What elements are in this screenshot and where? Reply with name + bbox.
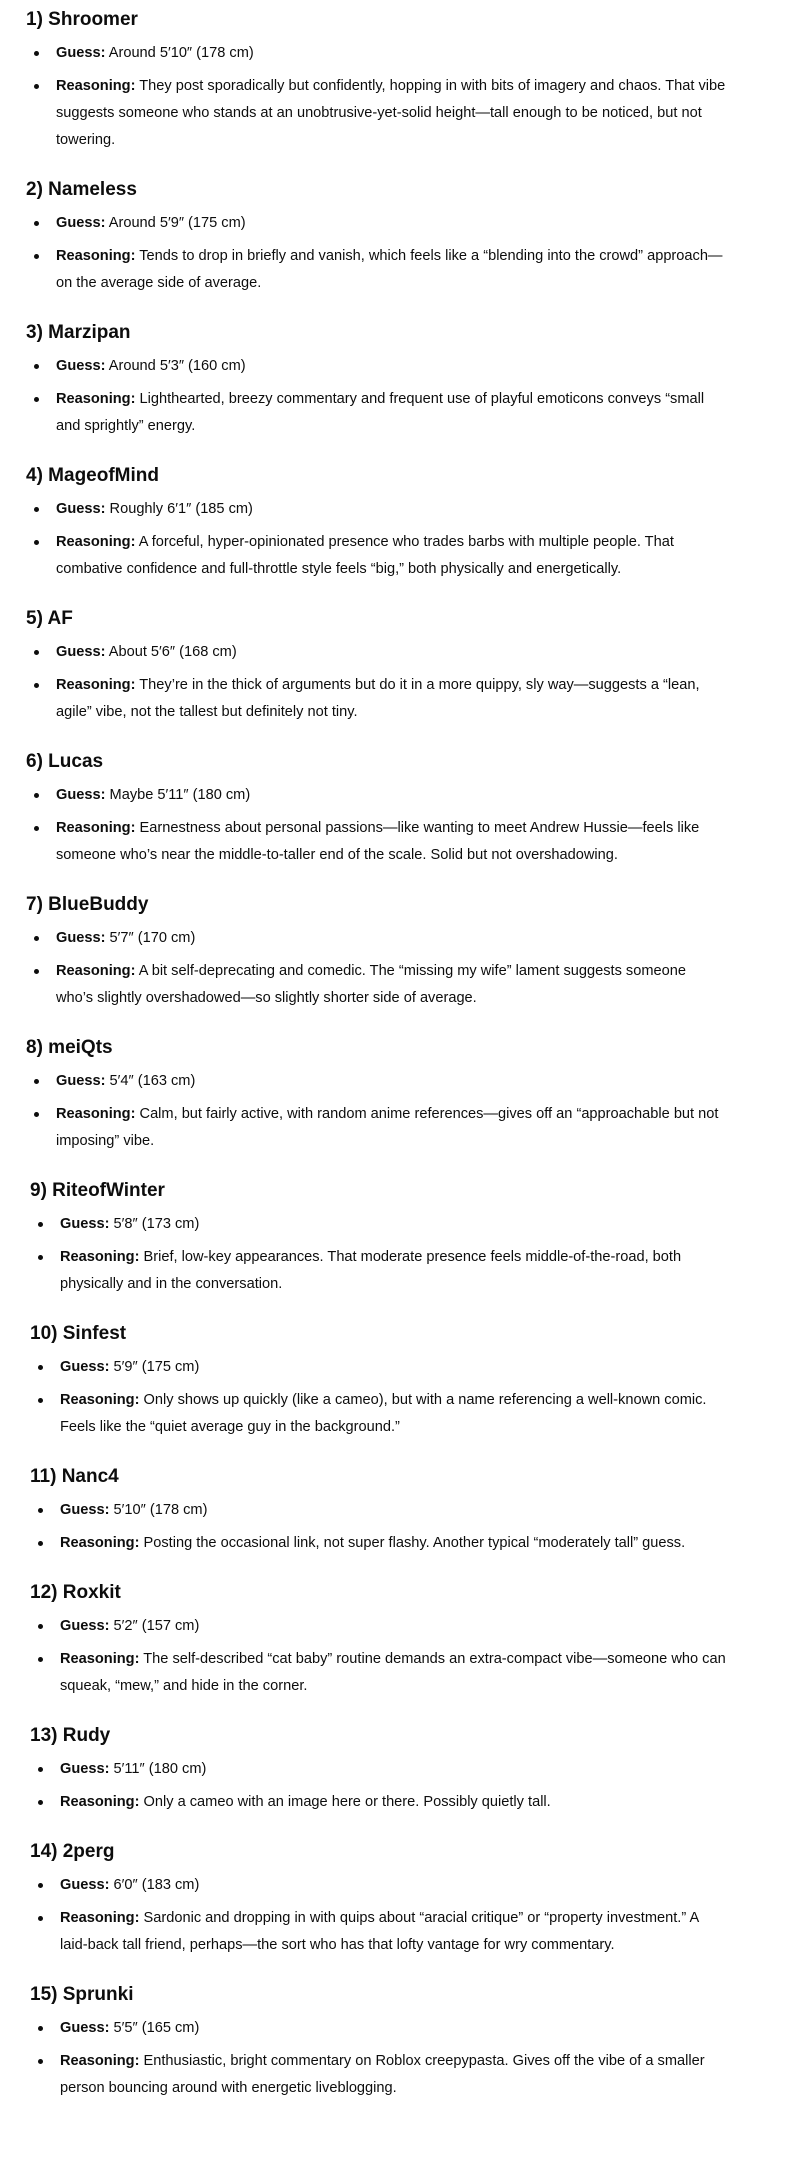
entry-title: 8) meiQts <box>26 1037 113 1058</box>
reasoning-item <box>30 1530 726 1557</box>
guess-item <box>30 2015 726 2042</box>
guess-text: 5′2″ (157 cm) <box>113 1618 200 1634</box>
guess-label: Guess: <box>60 1216 110 1232</box>
reasoning-text: The self-described “cat baby” routine demands an extra-compact vibe—someone who can squeak, “mew,” and hide in the corner. <box>60 1651 726 1694</box>
list-item <box>26 462 726 583</box>
reasoning-text: A forceful, hyper-opinionated presence who trades barbs with multiple people. That combative confidence and full-throttle style feels “big,” both physically and energetically. <box>56 534 674 577</box>
entry-details <box>30 1613 726 1700</box>
reasoning-label: Reasoning: <box>56 1106 136 1122</box>
reasoning-item <box>26 958 726 1012</box>
guess-text: Around 5′9″ (175 cm) <box>108 215 246 231</box>
reasoning-label: Reasoning: <box>56 78 136 94</box>
list-item <box>26 1722 726 1816</box>
guess-label: Guess: <box>56 358 106 374</box>
guess-item <box>30 1211 726 1238</box>
guess-label: Guess: <box>60 2020 110 2036</box>
reasoning-item <box>30 1387 726 1441</box>
reasoning-label: Reasoning: <box>60 1249 140 1265</box>
entry-title: 2) Nameless <box>26 179 137 200</box>
reasoning-text: Only a cameo with an image here or there. Possibly quietly tall. <box>143 1794 551 1810</box>
entry-details <box>30 1497 726 1557</box>
guess-item <box>26 925 726 952</box>
guess-text: 5′7″ (170 cm) <box>109 930 196 946</box>
reasoning-label: Reasoning: <box>60 2053 140 2069</box>
guess-text: 5′9″ (175 cm) <box>113 1359 200 1375</box>
guess-item <box>30 1354 726 1381</box>
entry-details <box>30 1872 726 1959</box>
list-item <box>26 176 726 297</box>
reasoning-text: Posting the occasional link, not super flashy. Another typical “moderately tall” guess. <box>143 1535 686 1551</box>
entry-details <box>26 496 726 583</box>
guess-item <box>26 40 726 67</box>
guess-item <box>26 210 726 237</box>
reasoning-label: Reasoning: <box>56 534 136 550</box>
reasoning-text: Calm, but fairly active, with random anime references—gives off an “approachable but not imposing” vibe. <box>56 1106 719 1149</box>
reasoning-label: Reasoning: <box>56 677 136 693</box>
reasoning-item <box>26 386 726 440</box>
reasoning-text: A bit self-deprecating and comedic. The “missing my wife” lament suggests someone who’s slightly overshadowed—so slightly shorter side of average. <box>56 963 686 1006</box>
entry-title: 5) AF <box>26 608 73 629</box>
reasoning-text: Earnestness about personal passions—like wanting to meet Andrew Hussie—feels like someone who’s near the middle-to-taller end of the scale. Solid but not overshadowing. <box>56 820 700 863</box>
guess-label: Guess: <box>60 1502 110 1518</box>
reasoning-text: Only shows up quickly (like a cameo), but with a name referencing a well-known comic. Feels like the “quiet average guy in the background.” <box>60 1392 707 1435</box>
guess-text: 5′4″ (163 cm) <box>109 1073 196 1089</box>
reasoning-item <box>30 1244 726 1298</box>
guess-text: Around 5′10″ (178 cm) <box>108 45 254 61</box>
guess-text: 5′5″ (165 cm) <box>113 2020 200 2036</box>
entry-details <box>30 1211 726 1298</box>
guess-label: Guess: <box>60 1877 110 1893</box>
reasoning-label: Reasoning: <box>60 1794 140 1810</box>
list-item <box>26 1320 726 1441</box>
guess-label: Guess: <box>56 45 106 61</box>
entry-details <box>26 210 726 297</box>
entry-title: 12) Roxkit <box>30 1582 121 1603</box>
guess-item <box>26 1068 726 1095</box>
guess-label: Guess: <box>56 501 106 517</box>
guess-label: Guess: <box>56 1073 106 1089</box>
reasoning-text: They post sporadically but confidently, hopping in with bits of imagery and chaos. That vibe suggests someone who stands at an unobtrusive-yet-solid height—tall enough to be noticed, but not towering. <box>56 78 726 148</box>
list-item <box>26 605 726 726</box>
reasoning-item <box>26 815 726 869</box>
list-item <box>26 319 726 440</box>
reasoning-text: Brief, low-key appearances. That moderate presence feels middle-of-the-road, both physically and in the conversation. <box>60 1249 682 1292</box>
guess-item <box>26 496 726 523</box>
guess-item <box>30 1497 726 1524</box>
entry-title: 15) Sprunki <box>30 1984 134 2005</box>
reasoning-label: Reasoning: <box>56 391 136 407</box>
guess-item <box>30 1613 726 1640</box>
reasoning-item <box>26 243 726 297</box>
entry-details <box>26 1068 726 1155</box>
entry-details <box>30 1756 726 1816</box>
list-item <box>26 748 726 869</box>
guess-item <box>30 1756 726 1783</box>
guess-item <box>26 639 726 666</box>
reasoning-item <box>26 529 726 583</box>
guess-label: Guess: <box>60 1359 110 1375</box>
list-item <box>26 1981 726 2102</box>
guess-text: About 5′6″ (168 cm) <box>108 644 237 660</box>
guess-label: Guess: <box>56 787 106 803</box>
list-item <box>26 1838 726 1959</box>
entry-title: 9) RiteofWinter <box>30 1180 165 1201</box>
reasoning-label: Reasoning: <box>60 1392 140 1408</box>
guess-label: Guess: <box>60 1618 110 1634</box>
guess-text: Around 5′3″ (160 cm) <box>108 358 246 374</box>
entry-title: 14) 2perg <box>30 1841 115 1862</box>
guess-text: 5′8″ (173 cm) <box>113 1216 200 1232</box>
reasoning-item <box>30 1789 726 1816</box>
reasoning-item <box>26 1101 726 1155</box>
guess-text: 5′10″ (178 cm) <box>113 1502 208 1518</box>
guess-label: Guess: <box>56 930 106 946</box>
reasoning-item <box>30 1905 726 1959</box>
entry-details <box>30 2015 726 2102</box>
reasoning-text: They’re in the thick of arguments but do it in a more quippy, sly way—suggests a “lean, agile” vibe, not the tallest but definitely not tiny. <box>56 677 700 720</box>
guess-item <box>26 353 726 380</box>
guess-item <box>30 1872 726 1899</box>
reasoning-label: Reasoning: <box>56 963 136 979</box>
reasoning-item <box>30 1646 726 1700</box>
list-item <box>26 1034 726 1155</box>
entry-title: 11) Nanc4 <box>30 1466 119 1487</box>
reasoning-label: Reasoning: <box>60 1535 140 1551</box>
guess-item <box>26 782 726 809</box>
entry-title: 6) Lucas <box>26 751 104 772</box>
entry-title: 1) Shroomer <box>26 9 138 30</box>
reasoning-text: Sardonic and dropping in with quips about “aracial critique” or “property investment.” A laid-back tall friend, perhaps—the sort who has that lofty vantage for wry commentary. <box>60 1910 699 1953</box>
entry-details <box>26 782 726 869</box>
entry-details <box>26 925 726 1012</box>
entry-details <box>26 40 726 154</box>
reasoning-label: Reasoning: <box>56 820 136 836</box>
guess-label: Guess: <box>56 644 106 660</box>
reasoning-text: Enthusiastic, bright commentary on Roblox creepypasta. Gives off the vibe of a smaller person bouncing around with energetic liveblogging. <box>60 2053 705 2096</box>
list-item <box>26 6 726 154</box>
guess-text: Maybe 5′11″ (180 cm) <box>109 787 251 803</box>
entry-title: 13) Rudy <box>30 1725 111 1746</box>
list-item <box>26 891 726 1012</box>
entry-details <box>30 1354 726 1441</box>
entry-title: 10) Sinfest <box>30 1323 127 1344</box>
list-item <box>26 1177 726 1298</box>
entry-title: 7) BlueBuddy <box>26 894 149 915</box>
guess-label: Guess: <box>60 1761 110 1777</box>
guess-label: Guess: <box>56 215 106 231</box>
reasoning-text: Lighthearted, breezy commentary and frequent use of playful emoticons conveys “small and sprightly” energy. <box>56 391 705 434</box>
entry-title: 4) MageofMind <box>26 465 159 486</box>
list-item <box>26 1579 726 1700</box>
list-item <box>26 1463 726 1557</box>
entry-details <box>26 353 726 440</box>
reasoning-label: Reasoning: <box>60 1651 140 1667</box>
reasoning-item <box>26 672 726 726</box>
entry-title: 3) Marzipan <box>26 322 131 343</box>
reasoning-label: Reasoning: <box>60 1910 140 1926</box>
guess-text: 5′11″ (180 cm) <box>113 1761 207 1777</box>
reasoning-text: Tends to drop in briefly and vanish, which feels like a “blending into the crowd” approach—on the average side of average. <box>56 248 723 291</box>
reasoning-item <box>30 2048 726 2102</box>
guess-text: Roughly 6′1″ (185 cm) <box>109 501 253 517</box>
guess-text: 6′0″ (183 cm) <box>113 1877 200 1893</box>
entry-details <box>26 639 726 726</box>
reasoning-item <box>26 73 726 154</box>
reasoning-label: Reasoning: <box>56 248 136 264</box>
